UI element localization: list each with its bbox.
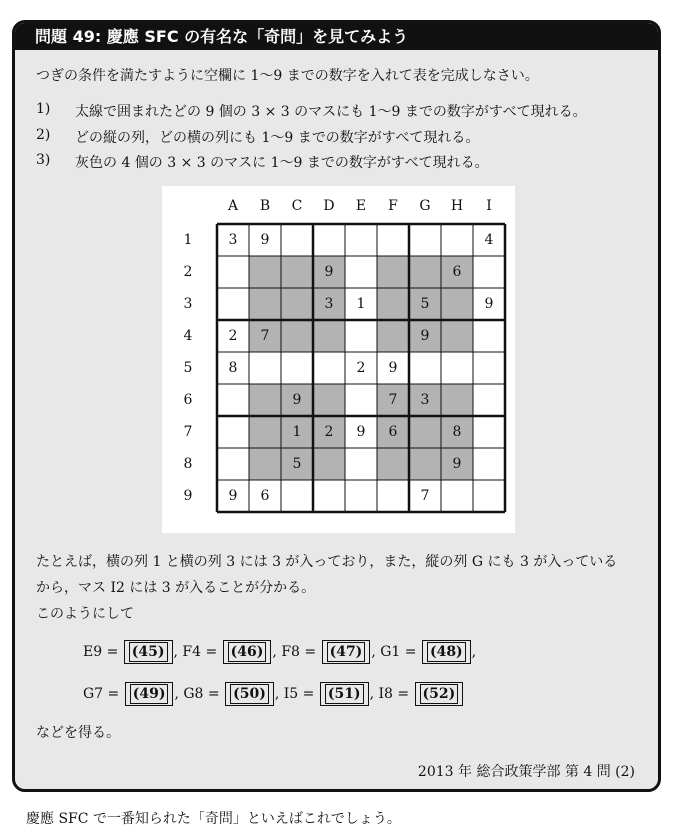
row-label: 3: [183, 296, 193, 312]
grid-cell-B4[interactable]: 7: [249, 320, 281, 352]
answer-box: (46): [223, 640, 272, 664]
condition-text: どの縦の列，どの横の列にも 1〜9 までの数字がすべて現れる。: [75, 130, 480, 146]
condition-text: 太線で囲まれたどの 9 個の 3 × 3 のマスにも 1〜9 までの数字がすべて現れる。: [75, 104, 587, 120]
grid-cell-G4[interactable]: 9: [409, 320, 441, 352]
grid-lines: [162, 186, 515, 533]
equation-label: F4 =: [182, 644, 218, 660]
answer-box: (45): [124, 640, 173, 664]
grid-cell-C7[interactable]: 1: [281, 416, 313, 448]
intro-text: つぎの条件を満たすように空欄に 1〜9 までの数字を入れて表を完成しなさい。: [36, 68, 539, 84]
closing-text: などを得る。: [36, 725, 120, 741]
grid-cell-F6[interactable]: 7: [377, 384, 409, 416]
grid-cell-C6[interactable]: 9: [281, 384, 313, 416]
condition-number: 2): [36, 127, 51, 143]
problem-title: 問題 49: 慶應 SFC の有名な「奇問」を見てみよう: [15, 23, 658, 50]
answer-box: (49): [125, 682, 174, 706]
grid-cell-G6[interactable]: 3: [409, 384, 441, 416]
condition-number: 3): [36, 152, 51, 168]
grid-cell-F7[interactable]: 6: [377, 416, 409, 448]
row-label: 2: [183, 264, 193, 280]
answer-box: (47): [322, 640, 371, 664]
grid-cell-G9[interactable]: 7: [420, 488, 430, 504]
grid-cell-E5[interactable]: 2: [356, 360, 366, 376]
grid-cell-H8[interactable]: 9: [441, 448, 473, 480]
grid-cell-D2[interactable]: 9: [313, 256, 345, 288]
grid-cell-A5[interactable]: 8: [228, 360, 238, 376]
explanation-line-1: たとえば，横の列 1 と横の列 3 には 3 が入っており，また，縦の列 G にも 3 が入っている: [36, 554, 618, 570]
explanation-line-2: から，マス I2 には 3 が入ることが分かる。: [36, 580, 316, 596]
answer-box: (48): [422, 640, 471, 664]
grid-cell-D3[interactable]: 3: [313, 288, 345, 320]
column-label: H: [450, 198, 464, 214]
sudoku-panel: [162, 186, 515, 533]
row-label: 9: [183, 488, 193, 504]
grid-cell-C8[interactable]: 5: [281, 448, 313, 480]
explanation-line-3: このようにして: [36, 606, 134, 622]
row-label: 8: [183, 456, 193, 472]
equation-label: I5 =: [283, 686, 315, 702]
grid-cell-D7[interactable]: 2: [313, 416, 345, 448]
equation-label: E9 =: [83, 644, 119, 660]
grid-cell-I3[interactable]: 9: [484, 296, 494, 312]
grid-cell-H7[interactable]: 8: [441, 416, 473, 448]
column-label: C: [291, 198, 303, 214]
column-label: D: [323, 198, 335, 214]
row-label: 6: [183, 392, 193, 408]
row-label: 7: [183, 424, 193, 440]
equation-label: I8 =: [378, 686, 410, 702]
grid-cell-B1[interactable]: 9: [260, 232, 270, 248]
row-label: 5: [183, 360, 193, 376]
answer-box: (50): [225, 682, 274, 706]
grid-cell-A1[interactable]: 3: [228, 232, 238, 248]
grid-cell-I1[interactable]: 4: [484, 232, 494, 248]
problem-box: [12, 20, 661, 792]
condition-number: 1): [36, 101, 51, 117]
answer-box: (51): [320, 682, 369, 706]
grid-cell-G3[interactable]: 5: [409, 288, 441, 320]
equation-line-1: E9 = (45) , F4 = (46) , F8 = (47) , G1 = (48) ,: [83, 640, 476, 664]
condition-text: 灰色の 4 個の 3 × 3 のマスに 1〜9 までの数字がすべて現れる。: [75, 155, 489, 171]
grid-cell-H2[interactable]: 6: [441, 256, 473, 288]
column-label: G: [419, 198, 431, 214]
grid-cell-F5[interactable]: 9: [388, 360, 398, 376]
row-label: 1: [183, 232, 193, 248]
grid-cell-E3[interactable]: 1: [356, 296, 366, 312]
equation-label: G1 =: [380, 644, 417, 660]
caption-below: 慶應 SFC で一番知られた「奇問」といえばこれでしょう。: [26, 811, 401, 827]
grid-cell-A9[interactable]: 9: [228, 488, 238, 504]
grid-cell-E7[interactable]: 9: [356, 424, 366, 440]
equation-label: G7 =: [83, 686, 120, 702]
grid-cell-B9[interactable]: 6: [260, 488, 270, 504]
column-label: F: [388, 198, 398, 214]
row-label: 4: [183, 328, 193, 344]
source-citation: 2013 年 総合政策学部 第 4 問 (2): [417, 764, 635, 780]
column-label: A: [227, 198, 239, 214]
equation-label: G8 =: [183, 686, 220, 702]
grid-cell-A4[interactable]: 2: [228, 328, 238, 344]
equation-line-2: G7 = (49) , G8 = (50) , I5 = (51) , I8 = (52): [83, 682, 464, 706]
answer-box: (52): [415, 682, 464, 706]
column-label: I: [486, 198, 492, 214]
column-label: E: [355, 198, 367, 214]
equation-label: F8 =: [281, 644, 317, 660]
column-label: B: [259, 198, 271, 214]
